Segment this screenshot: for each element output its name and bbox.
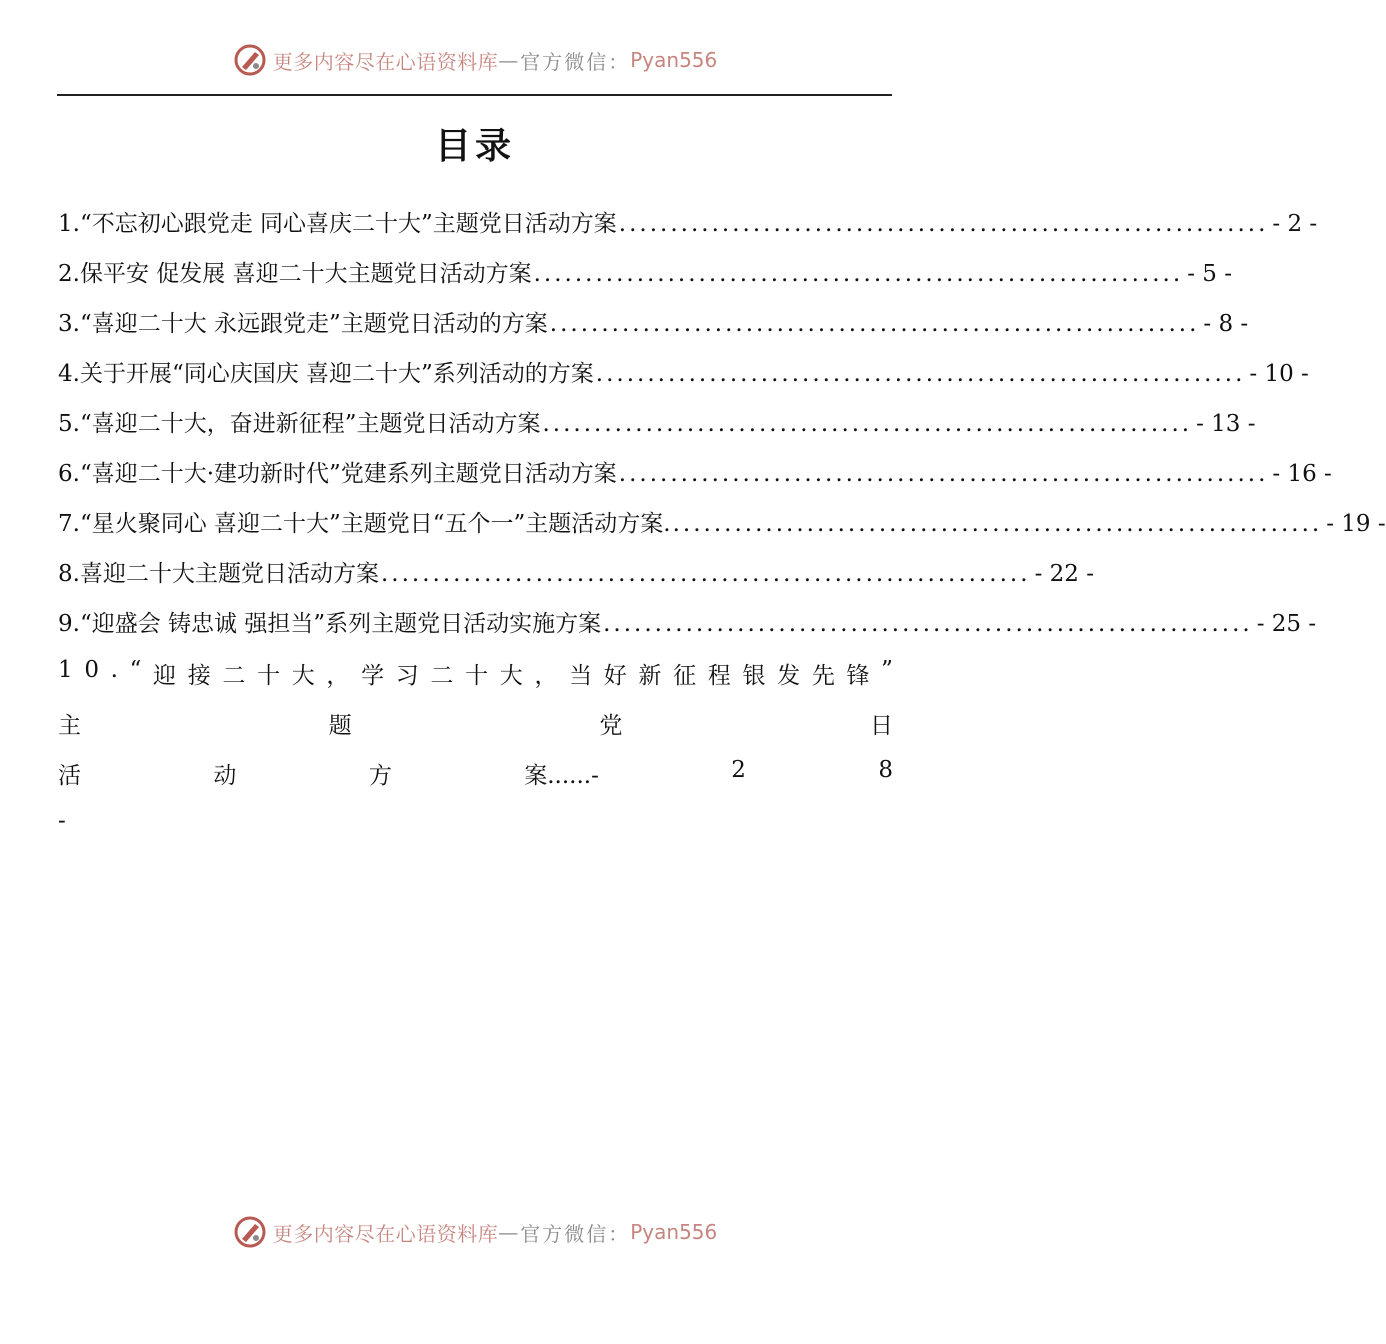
toc-entry-page: - 22 - [1034,561,1094,587]
toc-entry-10-glyph: ， [534,663,558,689]
toc-leader-dots: ............................................................... [380,561,1031,587]
header-rule [57,94,892,96]
toc-entry-10-glyph: 十 [465,663,489,689]
toc-entry-page: - 16 - [1272,461,1332,487]
toc-entry-10-glyph: 2 [731,757,746,783]
toc-list [58,205,1386,655]
toc-leader-dots: ............................................................... [549,311,1200,337]
toc-entry-10-glyph: “ [129,657,142,683]
toc-entry-10-line-1[interactable] [58,657,893,690]
banner-handle: Pyan556 [630,1220,718,1244]
toc-entry[interactable] [58,455,1332,505]
toc-entry-10-line-4: - [58,808,66,834]
toc-entry[interactable] [58,205,1318,255]
toc-entry[interactable] [58,305,1249,355]
toc-entry-10-glyph: 学 [361,663,385,689]
toc-entry-10-glyph: 日 [869,713,893,739]
toc-entry-10-glyph: 题 [328,713,352,739]
toc-leader-dots: ............................................................... [672,511,1323,537]
toc-entry-10-glyph: 动 [213,763,237,789]
toc-entry-10-glyph: 迎 [153,663,177,689]
toc-entry-10-glyph: ， [326,663,350,689]
toc-entry-10-glyph: 新 [638,663,662,689]
toc-entry-10-glyph: 先 [811,663,835,689]
toc-entry-10-glyph: 0 [84,657,99,683]
toc-entry[interactable] [58,355,1309,405]
toc-entry-text: 1.“不忘初心跟党走 同心喜庆二十大”主题党日活动方案 [58,211,617,237]
toc-leader-dots: ............................................................... [618,211,1269,237]
toc-entry-10-glyph: 主 [58,713,81,739]
toc-entry-10-glyph: 二 [430,663,454,689]
banner-mid: 官方微信： [520,49,631,74]
toc-entry-text: 5.“喜迎二十大，奋进新征程”主题党日活动方案 [58,411,541,437]
toc-entry-10-glyph: 方 [368,763,392,789]
toc-entry-text: 7.“星火聚同心 喜迎二十大”主题党日“五个一”主题活动方案. [58,511,671,537]
toc-entry-10-glyph: 大 [291,663,315,689]
toc-entry-10-glyph: 接 [187,663,211,689]
banner-dash: — [498,48,521,72]
toc-entry-10-glyph: 二 [222,663,246,689]
toc-entry-text: 3.“喜迎二十大 永远跟党走”主题党日活动的方案 [58,311,548,337]
logo-icon [233,43,267,77]
toc-entry-10-glyph: 1 [58,657,73,683]
toc-entry-10-glyph: 案......- [524,763,599,789]
toc-entry-page: - 5 - [1187,261,1232,287]
toc-entry-10-line-2 [58,707,893,740]
toc-entry-10-glyph: 程 [707,663,731,689]
toc-entry-10-glyph: . [110,657,118,683]
toc-leader-dots: ............................................................... [542,411,1193,437]
toc-entry-text: 6.“喜迎二十大·建功新时代”党建系列主题党日活动方案 [58,461,617,487]
toc-leader-dots: ............................................................... [603,611,1253,637]
toc-entry-10-glyph: ” [881,657,893,683]
banner-handle: Pyan556 [630,48,718,72]
toc-entry-10-glyph: 银 [742,663,766,689]
toc-entry-10-glyph: 锋 [846,663,870,689]
toc-entry-text: 2.保平安 促发展 喜迎二十大主题党日活动方案 [58,261,532,287]
toc-entry-text: 8.喜迎二十大主题党日活动方案 [58,561,379,587]
toc-entry[interactable] [58,405,1256,455]
toc-entry-10-glyph: 党 [599,713,623,739]
toc-entry-10-glyph: 征 [673,663,697,689]
toc-entry-10-glyph: 活 [58,763,81,789]
toc-entry[interactable] [58,555,1094,605]
toc-leader-dots: ............................................................... [618,461,1269,487]
toc-entry-page: - 13 - [1196,411,1256,437]
toc-entry-page: - 2 - [1272,211,1318,237]
toc-entry[interactable] [58,255,1232,305]
toc-entry-10-glyph: 习 [395,663,419,689]
toc-entry-10-glyph: 当 [569,663,593,689]
toc-entry-text: 4.关于开展“同心庆国庆 喜迎二十大”系列活动的方案 [58,361,594,387]
toc-entry-10-glyph: 好 [603,663,627,689]
header-banner [0,40,950,80]
toc-entry-10-glyph: 大 [499,663,523,689]
banner-dash: — [498,1220,521,1244]
toc-entry-text: 9.“迎盛会 铸忠诚 强担当”系列主题党日活动实施方案 [58,611,602,637]
toc-entry-page: - 25 - [1256,611,1317,637]
toc-entry-10-line-3 [58,757,893,790]
toc-entry-page: - 19 - [1326,511,1386,537]
banner-lead: 更多内容尽在心语资料库 [272,49,499,74]
toc-entry-10-glyph: 十 [257,663,281,689]
toc-entry-page: - 10 - [1249,361,1309,387]
banner-mid: 官方微信： [520,1221,631,1246]
banner-lead: 更多内容尽在心语资料库 [272,1221,499,1246]
page-title: 目录 [434,125,515,167]
footer-banner [0,1212,950,1252]
toc-entry[interactable] [58,605,1317,655]
toc-entry[interactable] [58,505,1386,555]
logo-icon [233,1215,267,1249]
toc-entry-10-glyph: 发 [777,663,801,689]
toc-entry-page: - 8 - [1203,311,1249,337]
toc-leader-dots: ............................................................... [595,361,1246,387]
toc-entry-10-glyph: 8 [878,757,893,783]
toc-leader-dots: ............................................................... [533,261,1184,287]
